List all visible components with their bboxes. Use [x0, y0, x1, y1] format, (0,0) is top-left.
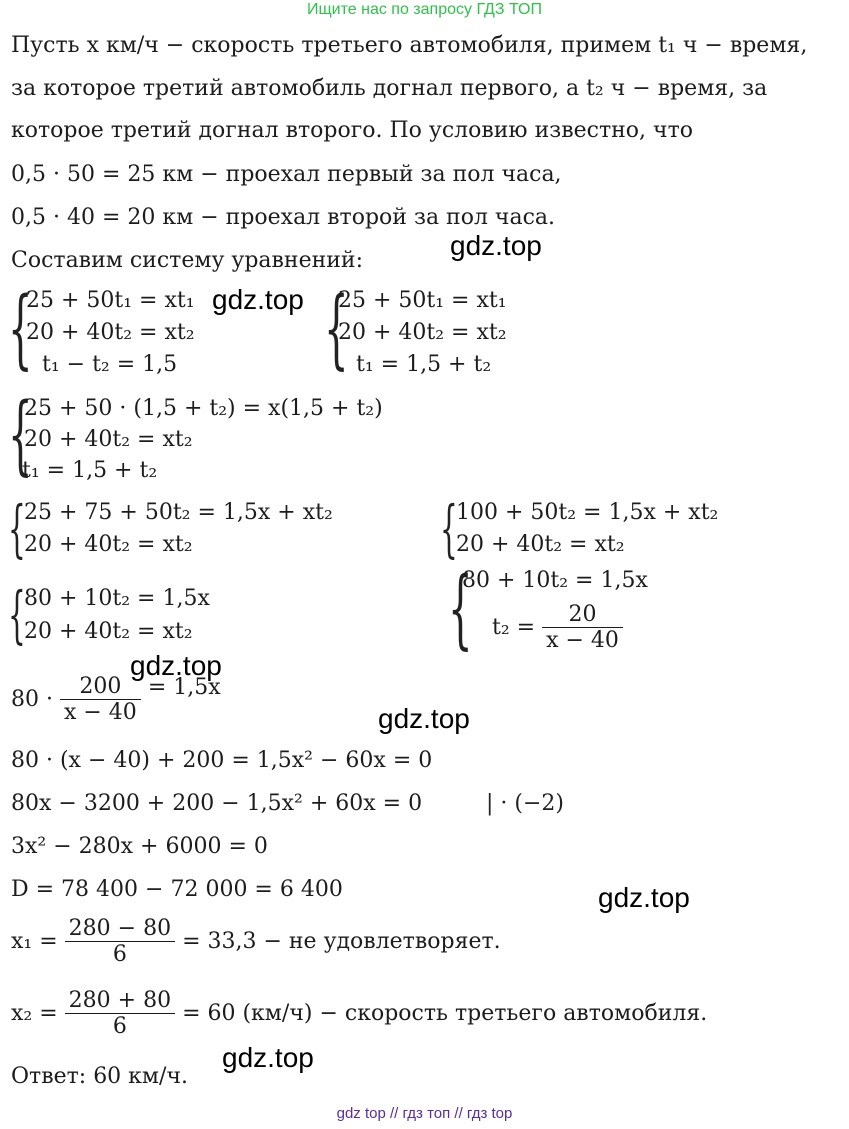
system-brace: { [448, 559, 473, 659]
footer-links: gdz top // гдз топ // гдз top [336, 1105, 513, 1122]
fraction-numerator: 20 [568, 602, 597, 627]
sys4-row2: 20 + 40t₂ = xt₂ [24, 532, 193, 557]
watermark: gdz.top [130, 650, 222, 681]
sys3-row3: t₁ = 1,5 + t₂ [22, 458, 158, 483]
eq1-left: 80 · [11, 687, 53, 712]
sys5-row2: 20 + 40t₂ = xt₂ [456, 532, 625, 557]
watermark: gdz.top [598, 882, 690, 913]
watermark: gdz.top [450, 230, 542, 261]
equation-4: 3x² − 280x + 6000 = 0 [11, 834, 268, 859]
equation-3: 80x − 3200 + 200 − 1,5x² + 60x = 0 [11, 791, 423, 816]
watermark: gdz.top [212, 284, 304, 315]
fraction-denominator: x − 40 [542, 627, 623, 653]
sys7-row2 [492, 602, 623, 653]
watermark: gdz.top [378, 703, 470, 734]
equation-2: 80 · (x − 40) + 200 = 1,5x² − 60x = 0 [11, 748, 433, 773]
text-line-2: за которое третий автомобиль догнал первого, а t₂ ч − время, за [11, 76, 768, 101]
sys7-row1: 80 + 10t₂ = 1,5x [462, 568, 648, 593]
sys1-row2: 20 + 40t₂ = xt₂ [26, 320, 195, 345]
text-line-5: 0,5 · 40 = 20 км − проехал второй за пол часа. [11, 205, 556, 230]
watermark: gdz.top [222, 1042, 314, 1073]
system-brace: { [8, 279, 33, 379]
sys5-row1: 100 + 50t₂ = 1,5x + xt₂ [456, 500, 719, 525]
text-line-1: Пусть x км/ч − скорость третьего автомобиля, примем t₁ ч − время, [11, 33, 808, 58]
fraction [65, 988, 175, 1039]
system-brace: { [324, 279, 349, 379]
eq1-right: = 1,5x [147, 675, 221, 700]
system-brace: { [8, 385, 33, 485]
fraction-denominator: 6 [65, 941, 175, 967]
fraction [60, 674, 141, 725]
sys7-row2-left: t₂ = [492, 615, 536, 640]
sys1-row1: 25 + 50t₁ = xt₁ [26, 288, 195, 313]
sys1-row3: t₁ − t₂ = 1,5 [42, 352, 178, 377]
eq7-left: x₂ = [11, 1001, 58, 1026]
sys2-row2: 20 + 40t₂ = xt₂ [338, 320, 507, 345]
equation-5: D = 78 400 − 72 000 = 6 400 [11, 877, 343, 902]
equation-7 [11, 988, 707, 1039]
answer-line: Ответ: 60 км/ч. [11, 1064, 188, 1089]
fraction-numerator: 280 + 80 [68, 988, 172, 1013]
fraction-numerator: 200 [79, 674, 122, 699]
sys2-row3: t₁ = 1,5 + t₂ [356, 352, 492, 377]
fraction-denominator: 6 [65, 1013, 175, 1039]
sys6-row1: 80 + 10t₂ = 1,5x [24, 586, 210, 611]
text-line-6: Составим систему уравнений: [11, 248, 363, 273]
fraction-denominator: x − 40 [60, 699, 141, 725]
sys3-row1: 25 + 50 · (1,5 + t₂) = x(1,5 + t₂) [24, 396, 383, 421]
sys4-row1: 25 + 75 + 50t₂ = 1,5x + xt₂ [24, 500, 333, 525]
fraction [65, 916, 175, 967]
system-brace: { [8, 492, 26, 565]
eq6-right: = 33,3 − не удовлетворяет. [182, 929, 501, 954]
equation-6 [11, 916, 501, 967]
system-brace: { [440, 492, 458, 565]
text-line-3: которое третий догнал второго. По условию известно, что [11, 118, 693, 143]
system-brace: { [8, 578, 26, 651]
fraction-numerator: 280 − 80 [68, 916, 172, 941]
text-line-4: 0,5 · 50 = 25 км − проехал первый за пол часа, [11, 162, 562, 187]
eq7-right: = 60 (км/ч) − скорость третьего автомобиля. [182, 1001, 708, 1026]
sys3-row2: 20 + 40t₂ = xt₂ [24, 427, 193, 452]
sys6-row2: 20 + 40t₂ = xt₂ [24, 619, 193, 644]
fraction [542, 602, 623, 653]
multiplier-note: | · (−2) [486, 791, 564, 816]
top-banner: Ищите нас по запросу ГДЗ ТОП [307, 1, 542, 18]
eq6-left: x₁ = [11, 929, 58, 954]
sys2-row1: 25 + 50t₁ = xt₁ [338, 288, 507, 313]
